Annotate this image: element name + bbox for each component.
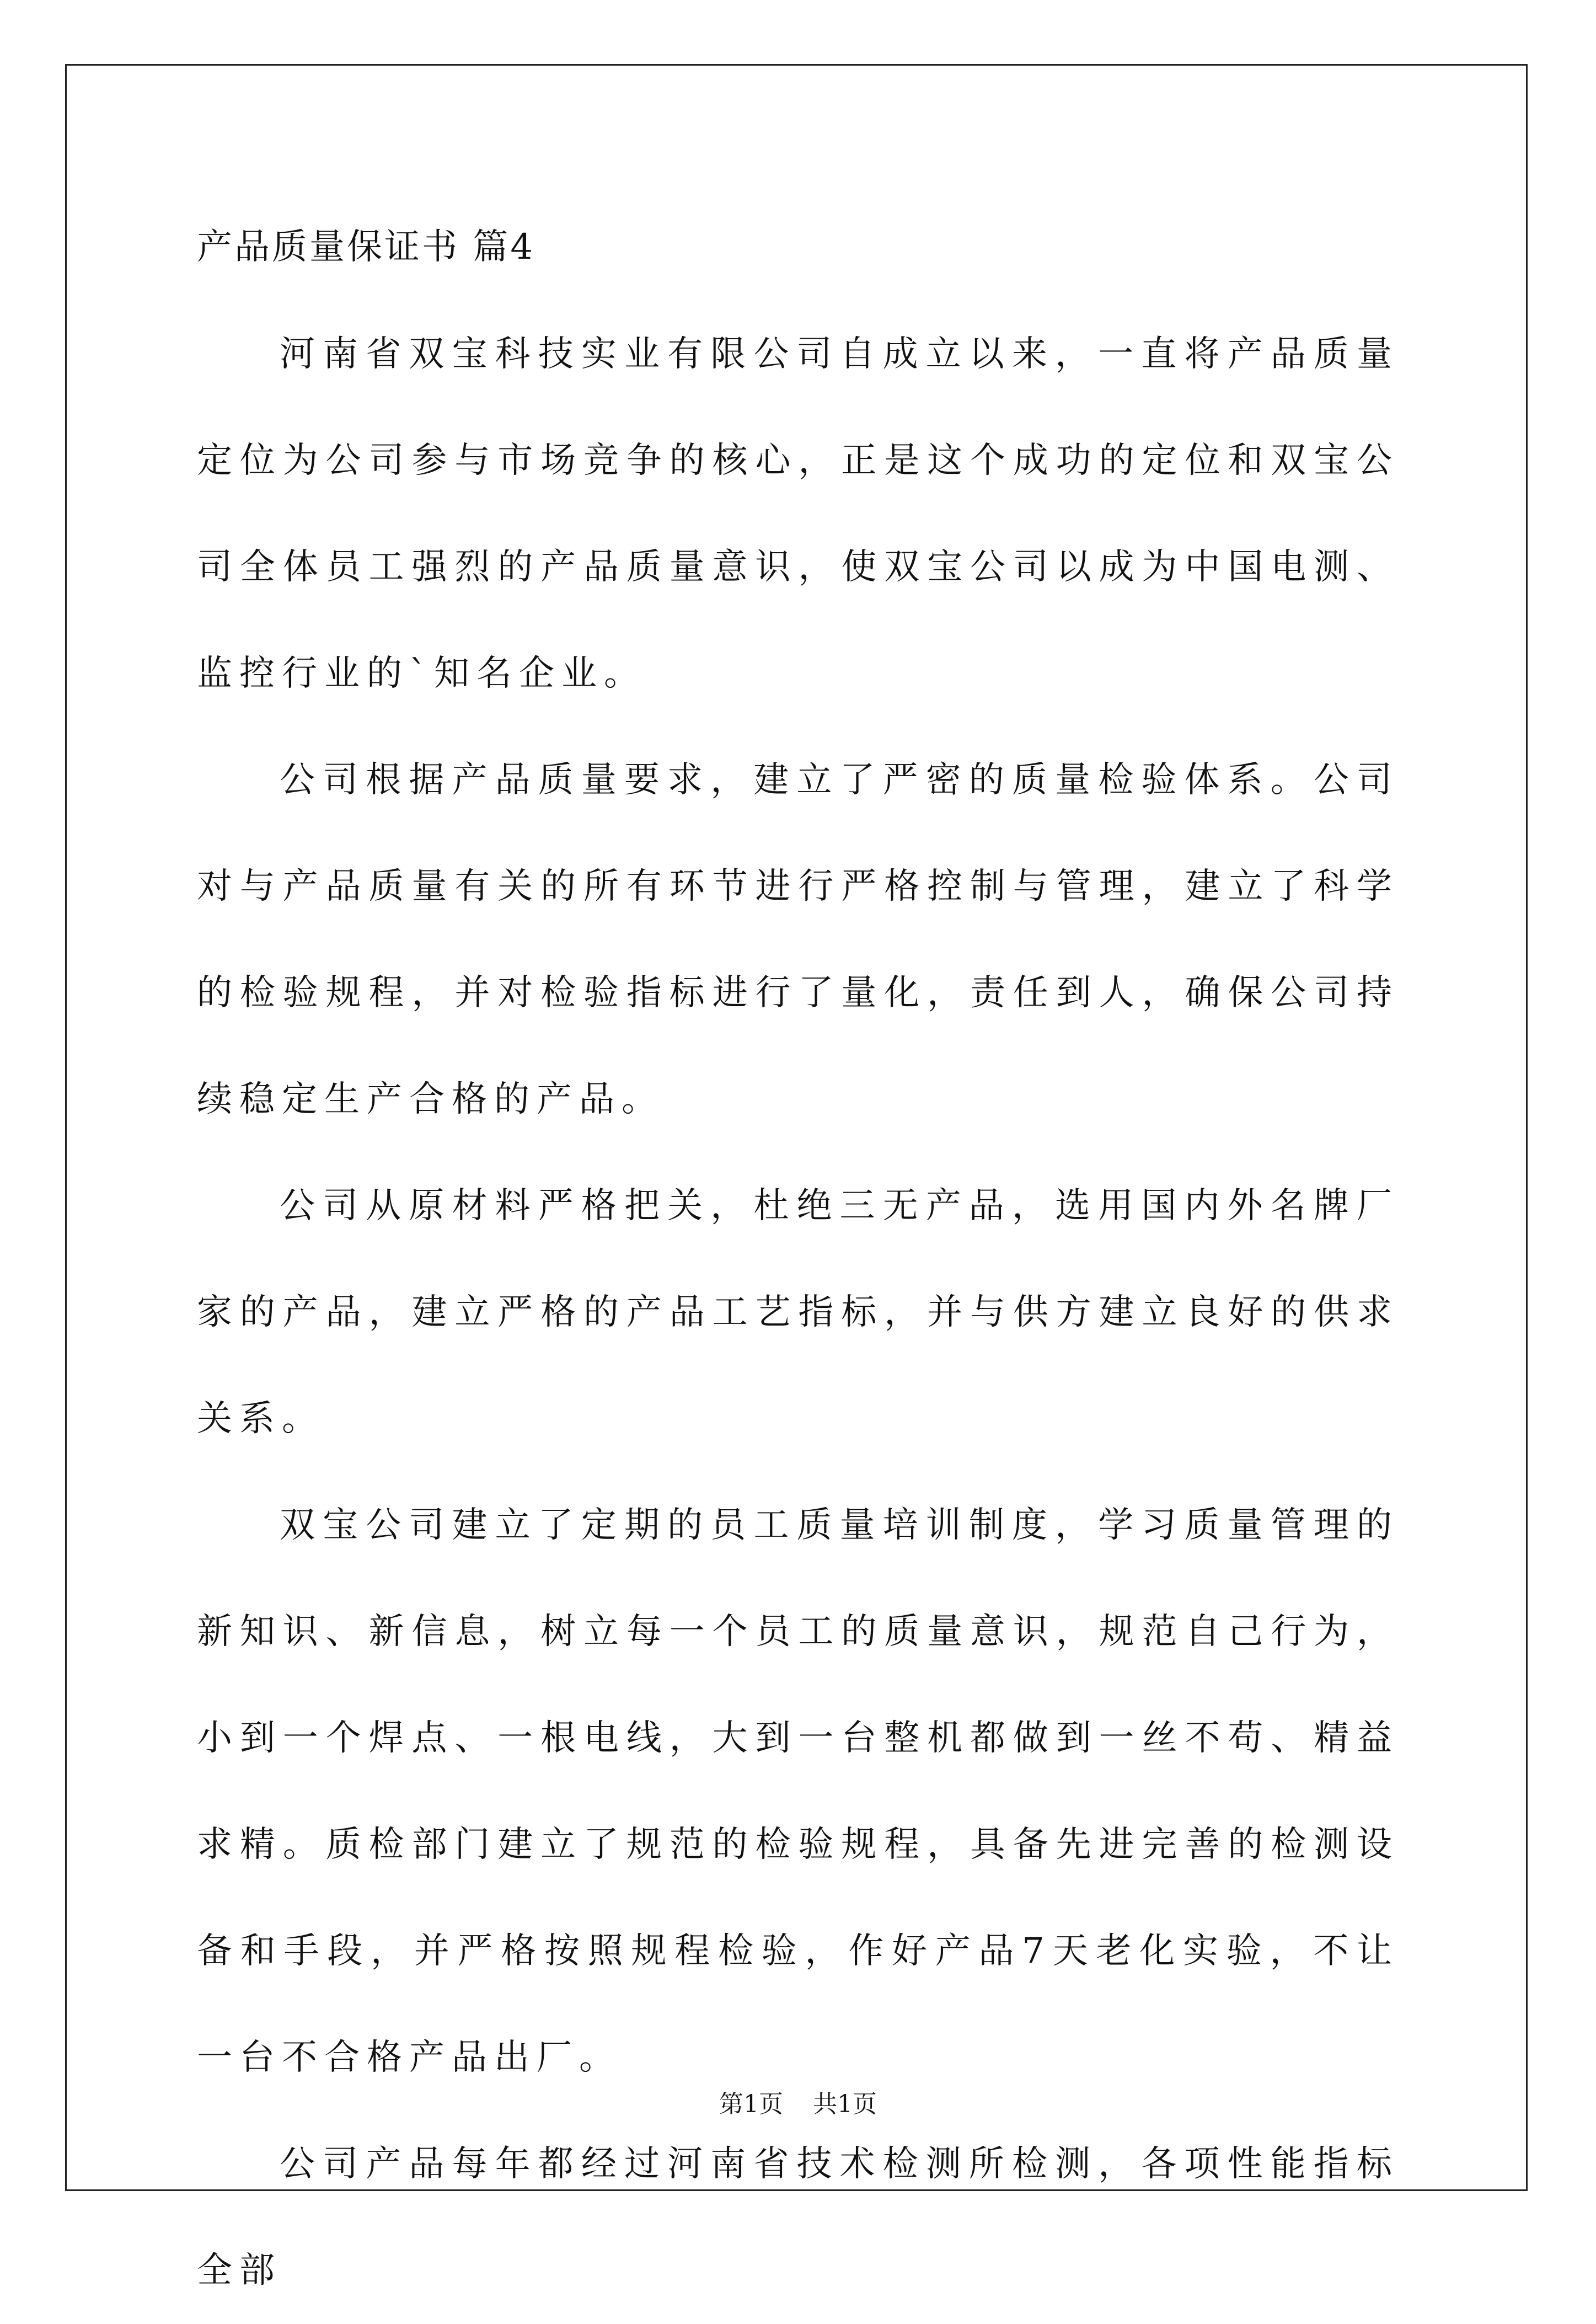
paragraph-3: 公司从原材料严格把关，杜绝三无产品，选用国内外名牌厂家的产品，建立严格的产品工艺指标，并与供方建立良好的供求关系。 [197, 1185, 1399, 1439]
document-body [197, 221, 1399, 2324]
paragraph-4: 双宝公司建立了定期的员工质量培训制度，学习质量管理的新知识、新信息，树立每一个员工的质量意识，规范自己行为，小到一个焊点、一根电线，大到一台整机都做到一丝不苟、精益求精。质检部门建立了规范的检验规程，具备先进完善的检测设备和手段，并严格按照规程检验，作好产品7天老化实验，不让一台不合格产品出厂。 [197, 1505, 1399, 2078]
paragraph-1: 河南省双宝科技实业有限公司自成立以来，一直将产品质量定位为公司参与市场竞争的核心，正是这个成功的定位和双宝公司全体员工强烈的产品质量意识，使双宝公司以成为中国电测、监控行业的`知名企业。 [197, 334, 1399, 694]
page-footer [0, 2088, 1596, 2121]
page-total: 共1页 [813, 2090, 877, 2118]
paragraph-2: 公司根据产品质量要求，建立了严密的质量检验体系。公司对与产品质量有关的所有环节进行严格控制与管理，建立了科学的检验规程，并对检验指标进行了量化，责任到人，确保公司持续稳定生产合格的产品。 [197, 760, 1399, 1120]
page-number: 第1页 [719, 2090, 783, 2118]
document-title: 产品质量保证书 篇4 [197, 227, 535, 268]
paragraph-5: 公司产品每年都经过河南省技术检测所检测，各项性能指标全部 [197, 2144, 1399, 2291]
